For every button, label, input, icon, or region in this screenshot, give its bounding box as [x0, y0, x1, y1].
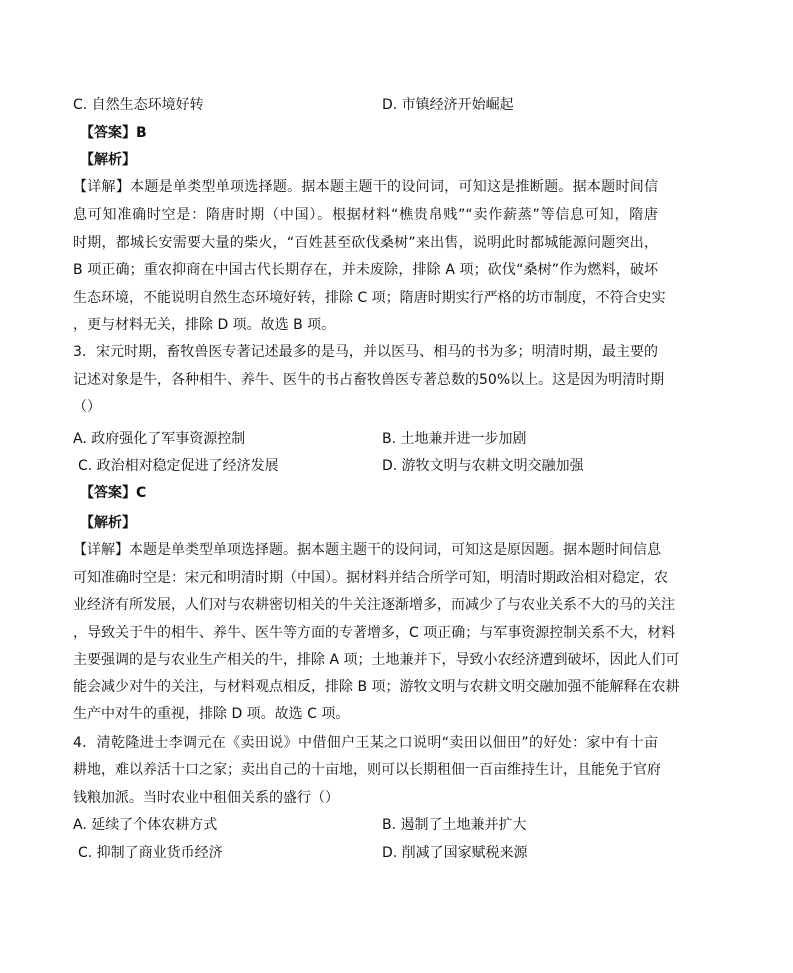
q3-stem-line: （）: [73, 399, 101, 415]
q2-detail-line: 【详解】本题是单类型单项选择题。据本题主题干的设问词，可知这是推断题。据本题时间信: [73, 179, 658, 195]
q2-detail-line: 息可知准确时空是：隋唐时期（中国）。根据材料“樵贵帛贱”“卖作薪蒸”等信息可知，隋唐: [73, 207, 658, 223]
q3-detail-line: 生产中对牛的重视，排除 D 项。故选 C 项。: [73, 706, 350, 722]
q4-option-c: C. 抑制了商业货币经济: [78, 845, 223, 861]
q2-detail-line: 生态环境，不能说明自然生态环境好转，排除 C 项；隋唐时期实行严格的坊市制度，不符合史实: [73, 290, 666, 306]
q2-analysis-heading: 【解析】: [80, 152, 136, 168]
q3-detail-line: 可知准确时空是：宋元和明清时期（中国）。据材料并结合所学可知，明清时期政治相对稳定，农: [73, 570, 668, 586]
q4-stem-line: 钱粮加派。当时农业中租佃关系的盛行（）: [73, 790, 339, 806]
q2-detail-line: B 项正确；重农抑商在中国古代长期存在，并未废除，排除 A 项；砍伐“桑树”作为燃料，破坏: [73, 262, 658, 278]
q3-option-a: A. 政府强化了军事资源控制: [73, 431, 246, 447]
q3-stem-line: 3．宋元时期，畜牧兽医专著记述最多的是马，并以医马、相马的书为多；明清时期，最主要的: [73, 344, 658, 360]
q3-option-b: B. 土地兼并进一步加剧: [382, 431, 527, 447]
q3-option-c: C. 政治相对稳定促进了经济发展: [78, 458, 279, 474]
q4-option-a: A. 延续了个体农耕方式: [73, 817, 218, 833]
q3-options-row-cd: [0, 456, 793, 476]
q4-stem-line: 耕地，难以养活十口之家；卖出自己的十亩地，则可以长期租佃一百亩维持生计，且能免于官府: [73, 762, 661, 778]
q3-detail-line: 业经济有所发展，人们对与农耕密切相关的牛关注逐渐增多，而减少了与农业关系不大的马的关注: [73, 597, 675, 613]
q3-answer: 【答案】C: [80, 485, 147, 501]
q3-analysis-heading: 【解析】: [80, 515, 136, 531]
q3-stem-line: 记述对象是牛，各种相牛、养牛、医牛的书占畜牧兽医专著总数的50%以上。这是因为明清时期: [73, 372, 665, 388]
q3-option-d: D. 游牧文明与农耕文明交融加强: [382, 458, 584, 474]
q3-options-row-ab: [0, 429, 793, 449]
q4-stem-line: 4．清乾隆进士李调元在《卖田说》中借佃户王某之口说明“卖田以佃田”的好处：家中有十亩: [73, 735, 658, 751]
q4-options-row-ab: [0, 815, 793, 835]
q4-option-b: B. 遏制了土地兼并扩大: [382, 817, 527, 833]
q2-detail-line: 时期，都城长安需要大量的柴火，“百姓甚至砍伐桑树”来出售，说明此时都城能源问题突出，: [73, 235, 658, 251]
q2-detail-line: ，更与材料无关，排除 D 项。故选 B 项。: [73, 317, 336, 333]
q2-options-row-cd: [0, 95, 793, 115]
q2-option-c: C. 自然生态环境好转: [73, 97, 204, 113]
q3-detail-line: ，导致关于牛的相牛、养牛、医牛等方面的专著增多，C 项正确；与军事资源控制关系不大，材料: [73, 625, 676, 641]
q3-detail-line: 能会减少对牛的关注，与材料观点相反，排除 B 项；游牧文明与农耕文明交融加强不能解释在农耕: [73, 679, 680, 695]
q4-option-d: D. 削减了国家赋税来源: [382, 845, 528, 861]
q3-detail-line: 【详解】本题是单类型单项选择题。据本题主题干的设问词，可知这是原因题。据本题时间信息: [73, 542, 661, 558]
q4-options-row-cd: [0, 843, 793, 863]
q2-answer: 【答案】B: [80, 125, 147, 141]
q2-option-d: D. 市镇经济开始崛起: [382, 97, 514, 113]
q3-detail-line: 主要强调的是与农业生产相关的牛，排除 A 项；土地兼并下，导致小农经济遭到破坏，因此人们可: [73, 652, 680, 668]
